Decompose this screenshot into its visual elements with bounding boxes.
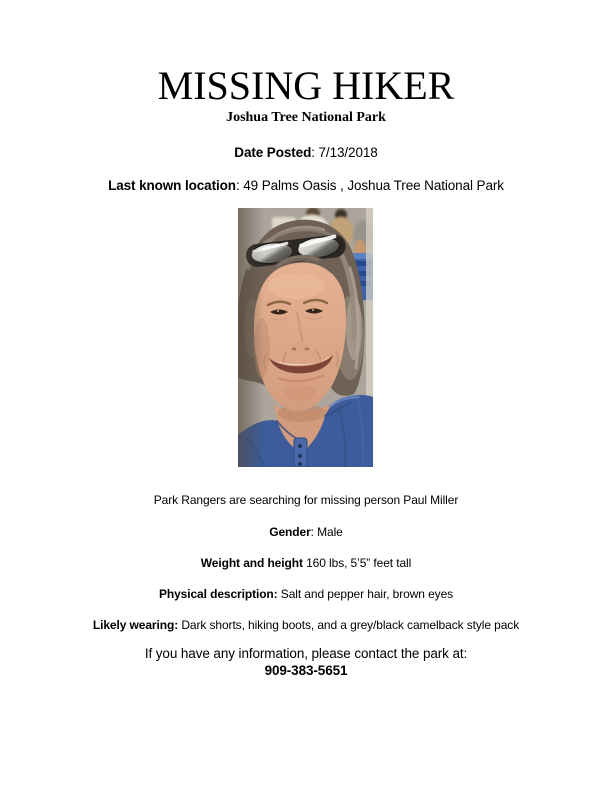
physical-description-line (0, 587, 612, 601)
weight-value: 160 lbs, 5’5” feet tall (302, 556, 412, 570)
likely-wearing-line (0, 618, 612, 632)
hiker-photo-illustration (238, 208, 373, 467)
wearing-label: Likely wearing: (92, 618, 179, 632)
hiker-photo (238, 208, 373, 467)
contact-instruction: If you have any information, please contact the park at: (144, 646, 468, 661)
gender-label: Gender (269, 525, 311, 539)
wearing-value: Dark shorts, hiking boots, and a grey/black camelback style pack (178, 618, 520, 632)
last-known-location-line (0, 178, 612, 193)
flyer-title: MISSING HIKER (157, 63, 455, 108)
weight-height-line (0, 556, 612, 570)
date-posted-line (0, 145, 612, 160)
photo-right-light-strip (366, 208, 373, 403)
date-posted-label: Date Posted (234, 145, 312, 160)
flyer-subtitle: Joshua Tree National Park (226, 110, 386, 125)
weight-label: Weight and height (200, 556, 303, 570)
physical-label: Physical description: (158, 587, 278, 601)
phone-number: 909-383-5651 (264, 663, 348, 678)
location-value: : 49 Palms Oasis , Joshua Tree National Park (235, 178, 504, 193)
gender-line (0, 525, 612, 539)
physical-value: Salt and pepper hair, brown eyes (277, 587, 454, 601)
photo-left-shadow (238, 208, 264, 467)
gender-value: : Male (310, 525, 343, 539)
date-posted-value: : 7/13/2018 (311, 145, 378, 160)
photo-caption: Park Rangers are searching for missing person Paul Miller (153, 493, 459, 507)
location-label: Last known location (108, 178, 236, 193)
